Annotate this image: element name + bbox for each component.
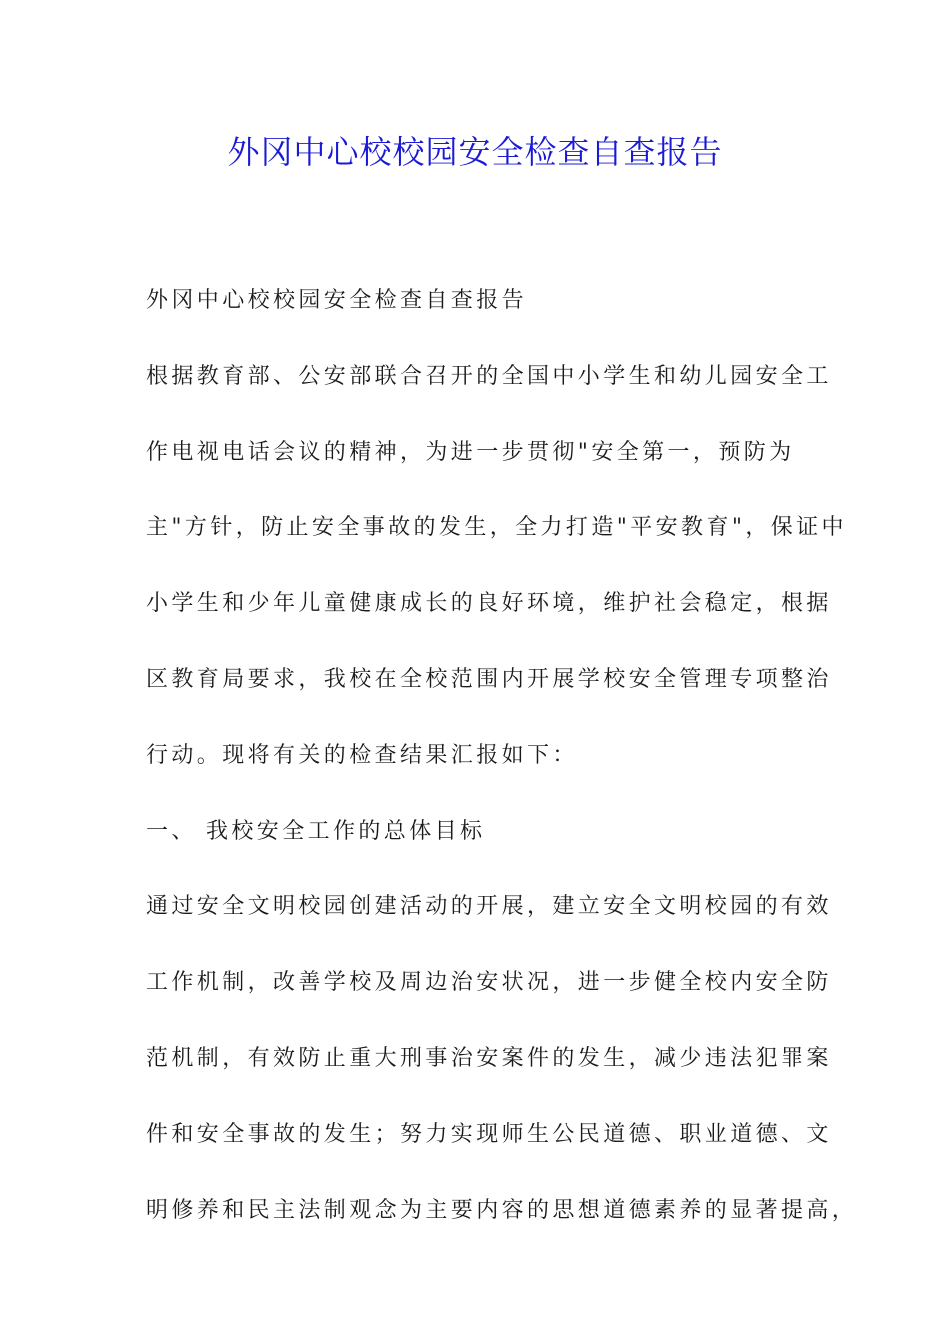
paragraph-line: 作电视电话会议的精神，为进一步贯彻"安全第一，预防为 xyxy=(146,439,795,465)
subtitle-line: 外冈中心校校园安全检查自查报告 xyxy=(146,288,528,313)
paragraph-line: 主"方针，防止安全事故的发生，全力打造"平安教育"，保证中 xyxy=(146,515,847,541)
paragraph-line: 区教育局要求，我校在全校范围内开展学校安全管理专项整治 xyxy=(146,666,832,692)
paragraph-line: 范机制，有效防止重大刑事治安案件的发生，减少违法犯罪案 xyxy=(146,1045,832,1071)
paragraph-line: 行动。现将有关的检查结果汇报如下： xyxy=(146,742,578,768)
paragraph-line: 件和安全事故的发生；努力实现师生公民道德、职业道德、文 xyxy=(146,1121,832,1147)
section-heading-text: 我校安全工作的总体目标 xyxy=(206,818,486,844)
section-heading xyxy=(146,794,810,870)
paragraph-line: 小学生和少年儿童健康成长的良好环境，维护社会稳定，根据 xyxy=(146,591,832,617)
document-body xyxy=(146,263,858,1248)
paragraph-line: 根据教育部、公安部联合召开的全国中小学生和幼儿园安全工 xyxy=(146,363,832,389)
paragraph-line: 工作机制，改善学校及周边治安状况，进一步健全校内安全防 xyxy=(146,970,832,996)
paragraph-line: 通过安全文明校园创建活动的开展，建立安全文明校园的有效 xyxy=(146,894,832,920)
document-title: 外冈中心校校园安全检查自查报告 xyxy=(227,133,723,171)
section-number: 一、 xyxy=(146,818,197,844)
paragraph-line: 明修养和民主法制观念为主要内容的思想道德素养的显著提高， xyxy=(146,1197,858,1223)
